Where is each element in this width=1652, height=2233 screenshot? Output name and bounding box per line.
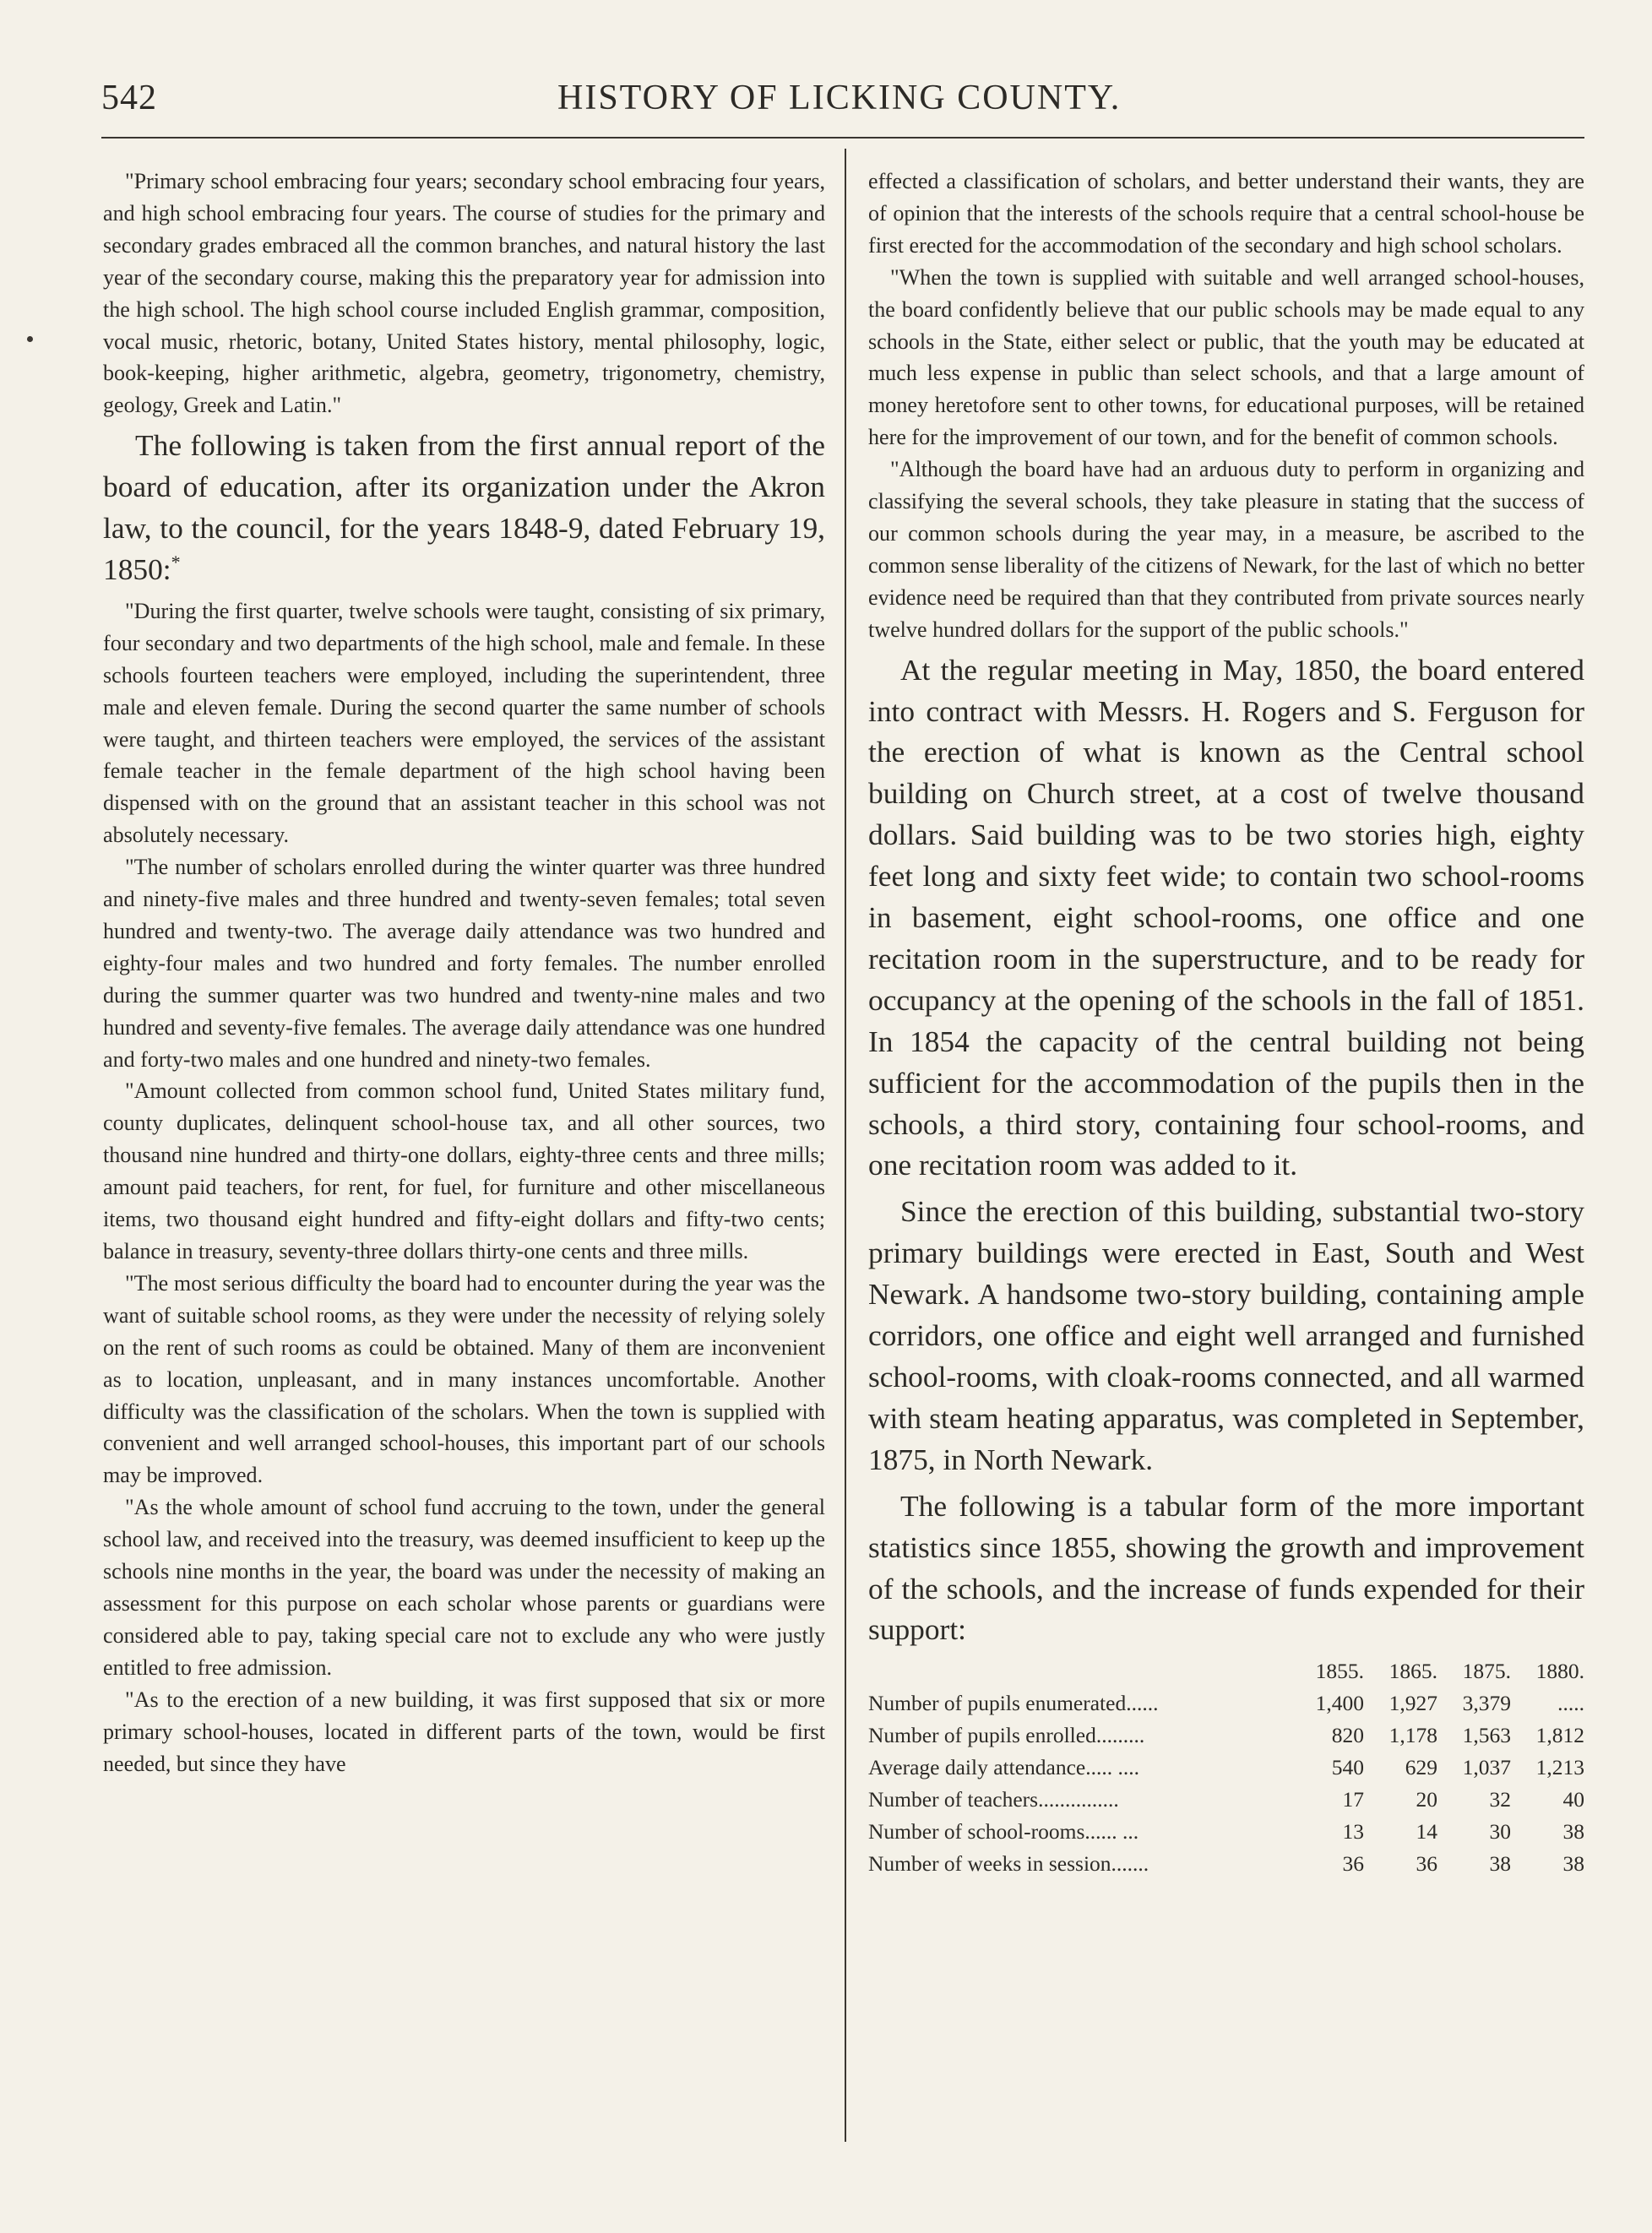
table-cell: 540 [1331, 1755, 1364, 1780]
row-label: Average daily attendance..... .... [868, 1755, 1139, 1780]
paragraph: "When the town is supplied with suitable and well arranged school-houses, the board confidently believe that our public schools may be made equal to any schools in the State, either select or public, that the youth may be educated at much less expense in public than select schools, and that a large amount of money heretofore sent to other towns, for educational purposes, will be retained here for the improvement of our town, and for the benefit of common schools. [868, 264, 1584, 450]
paragraph-large: Since the erection of this building, substantial two-story primary buildings were erected in East, South and West Newark. A handsome two-story building, containing ample corridors, one office and eight well arranged and furnished school-rooms, with cloak-rooms connected, and all warmed with steam heating apparatus, was completed in September, 1875, in North Newark. [868, 1194, 1584, 1476]
row-label: Number of pupils enrolled......... [868, 1723, 1145, 1748]
table-cell: 38 [1489, 1850, 1511, 1876]
table-cell: 36 [1342, 1850, 1364, 1876]
table-row [868, 1816, 1584, 1848]
row-label: Number of pupils enumerated...... [868, 1691, 1159, 1716]
table-row [868, 1752, 1584, 1784]
row-label: Number of weeks in session....... [868, 1850, 1149, 1876]
table-cell: 38 [1562, 1818, 1584, 1844]
table-cell: 1,400 [1315, 1691, 1364, 1716]
left-column [103, 166, 825, 1779]
page-number: 542 [101, 79, 157, 117]
table-cell: 13 [1342, 1818, 1364, 1844]
margin-dot [27, 336, 33, 342]
paragraph: "During the first quarter, twelve schools were taught, consisting of six primary, four secondary and two departments of the high school, male and female. In these schools fourteen teachers were employed, including the superintendent, three male and eleven female. During the second quarter the same number of schools were taught, and thirteen teachers were employed, the services of the assistant female teacher in the female department of the high school having been dispensed with on the ground that an assistant teacher in this school was not absolutely necessary. [103, 598, 825, 848]
paragraph: "Amount collected from common school fund, United States military fund, county duplicates, delinquent school-house tax, and all other sources, two thousand nine hundred and thirty-one dollars, eighty-three cents and three mills; amount paid teachers, for rent, for fuel, for furniture and other miscellaneous items, two thousand eight hundred and fifty-eight dollars and fifty-two cents; balance in treasury, seventy-three dollars thirty-one cents and three mills. [103, 1078, 825, 1263]
table-header-row [868, 1655, 1584, 1687]
year-header: 1865. [1388, 1659, 1437, 1684]
table-cell: 1,927 [1388, 1691, 1437, 1716]
paragraph: "As to the erection of a new building, it was first supposed that six or more primary school-houses, located in different parts of the town, would be first needed, but since they have [103, 1687, 825, 1776]
table-cell: 820 [1331, 1723, 1364, 1748]
paragraph-large: At the regular meeting in May, 1850, the board entered into contract with Messrs. H. Rogers and S. Ferguson for the erection of what is known as the Central school building on Church street, at a cost of twelve thousand dollars. Said building was to be two stories high, eighty feet long and sixty feet wide; to contain two school-rooms in basement, eight school-rooms, one office and one recitation room in the superstructure, and to be ready for occupancy at the opening of the schools in the fall of 1851. In 1854 the capacity of the central building not being sufficient for the accommodation of the pupils then in the schools, a third story, containing four school-rooms, and one recitation room was added to it. [868, 652, 1584, 1182]
table-cell: 1,213 [1535, 1755, 1584, 1780]
table-cell: 40 [1562, 1786, 1584, 1812]
table-cell: 1,037 [1462, 1755, 1511, 1780]
paragraph: "The most serious difficulty the board had to encounter during the year was the want of suitable school rooms, as they were under the necessity of relying solely on the rent of such rooms as could be obtained. Many of them are inconvenient as to location, unpleasant, and in many instances uncomfortable. Another difficulty was the classification of the scholars. When the town is supplied with convenient and well arranged school-houses, this important part of our schools may be improved. [103, 1270, 825, 1488]
paragraph: "Although the board have had an arduous duty to perform in organizing and classifying the several schools, they take pleasure in stating that the success of our common schools during the year may, in a measure, be ascribed to the common sense liberality of the citizens of Newark, for the last of which no better evidence need be required than that they contributed from private sources nearly twelve hundred dollars for the support of the public schools." [868, 457, 1584, 642]
table-cell: ..... [1557, 1691, 1584, 1716]
table-cell: 1,563 [1462, 1723, 1511, 1748]
table-cell: 36 [1416, 1850, 1437, 1876]
year-header: 1875. [1462, 1659, 1511, 1684]
table-cell: 629 [1405, 1755, 1437, 1780]
row-label: Number of teachers............... [868, 1786, 1119, 1812]
paragraph-large: The following is a tabular form of the more important statistics since 1855, showing the growth and improvement of the schools, and the increase of funds expended for their support: [868, 1488, 1584, 1647]
paragraph: "Primary school embracing four years; secondary school embracing four years, and high school embracing four years. The course of studies for the primary and secondary grades embraced all the common branches, and natural history the last year of the secondary course, making this the preparatory year for admission into the high school. The high school course included English grammar, composition, vocal music, rhetoric, botany, United States history, mental philosophy, logic, book-keeping, higher arithmetic, algebra, geometry, trigonometry, chemistry, geology, Greek and Latin." [103, 169, 825, 418]
footnote-mark: * [171, 551, 181, 573]
table-header-blank [868, 1655, 1291, 1687]
right-column [868, 166, 1584, 1880]
table-row [868, 1848, 1584, 1880]
table-cell: 14 [1416, 1818, 1437, 1844]
table-cell: 38 [1562, 1850, 1584, 1876]
table-row [868, 1687, 1584, 1720]
table-cell: 1,178 [1388, 1723, 1437, 1748]
column-divider [845, 149, 846, 2142]
table-cell: 32 [1489, 1786, 1511, 1812]
table-cell: 3,379 [1462, 1691, 1511, 1716]
running-title: HISTORY OF LICKING COUNTY. [557, 79, 1122, 117]
statistics-table [868, 1655, 1584, 1879]
table-row [868, 1784, 1584, 1816]
paragraph: effected a classification of scholars, and better understand their wants, they are of opinion that the interests of the schools require that a central school-house be first erected for the accommodation of the secondary and high school scholars. [868, 169, 1584, 258]
table-cell: 30 [1489, 1818, 1511, 1844]
paragraph: "As the whole amount of school fund accruing to the town, under the general school law, and received into the treasury, was deemed insufficient to keep up the schools nine months in the year, the board was under the necessity of making an assessment for this purpose on each scholar whose parents or guardians were considered able to pay, taking special care not to exclude any who were justly entitled to free admission. [103, 1495, 825, 1680]
year-header: 1855. [1315, 1659, 1364, 1684]
table-cell: 1,812 [1535, 1723, 1584, 1748]
header-rule [101, 137, 1584, 139]
paragraph-large [103, 425, 825, 590]
table-row [868, 1720, 1584, 1752]
table-cell: 20 [1416, 1786, 1437, 1812]
year-header: 1880. [1535, 1659, 1584, 1684]
row-label: Number of school-rooms...... ... [868, 1818, 1139, 1844]
table-cell: 17 [1342, 1786, 1364, 1812]
paragraph: "The number of scholars enrolled during the winter quarter was three hundred and ninety-five males and three hundred and twenty-seven females; total seven hundred and twenty-two. The average daily attendance was two hundred and eighty-four males and two hundred and forty females. The number enrolled during the summer quarter was two hundred and twenty-nine males and two hundred and seventy-five females. The average daily attendance was one hundred and forty-two males and one hundred and ninety-two females. [103, 855, 825, 1072]
paragraph-text: The following is taken from the first annual report of the board of education, after its organization under the Akron law, to the council, for the years 1848-9, dated February 19, 1850: [103, 428, 825, 586]
